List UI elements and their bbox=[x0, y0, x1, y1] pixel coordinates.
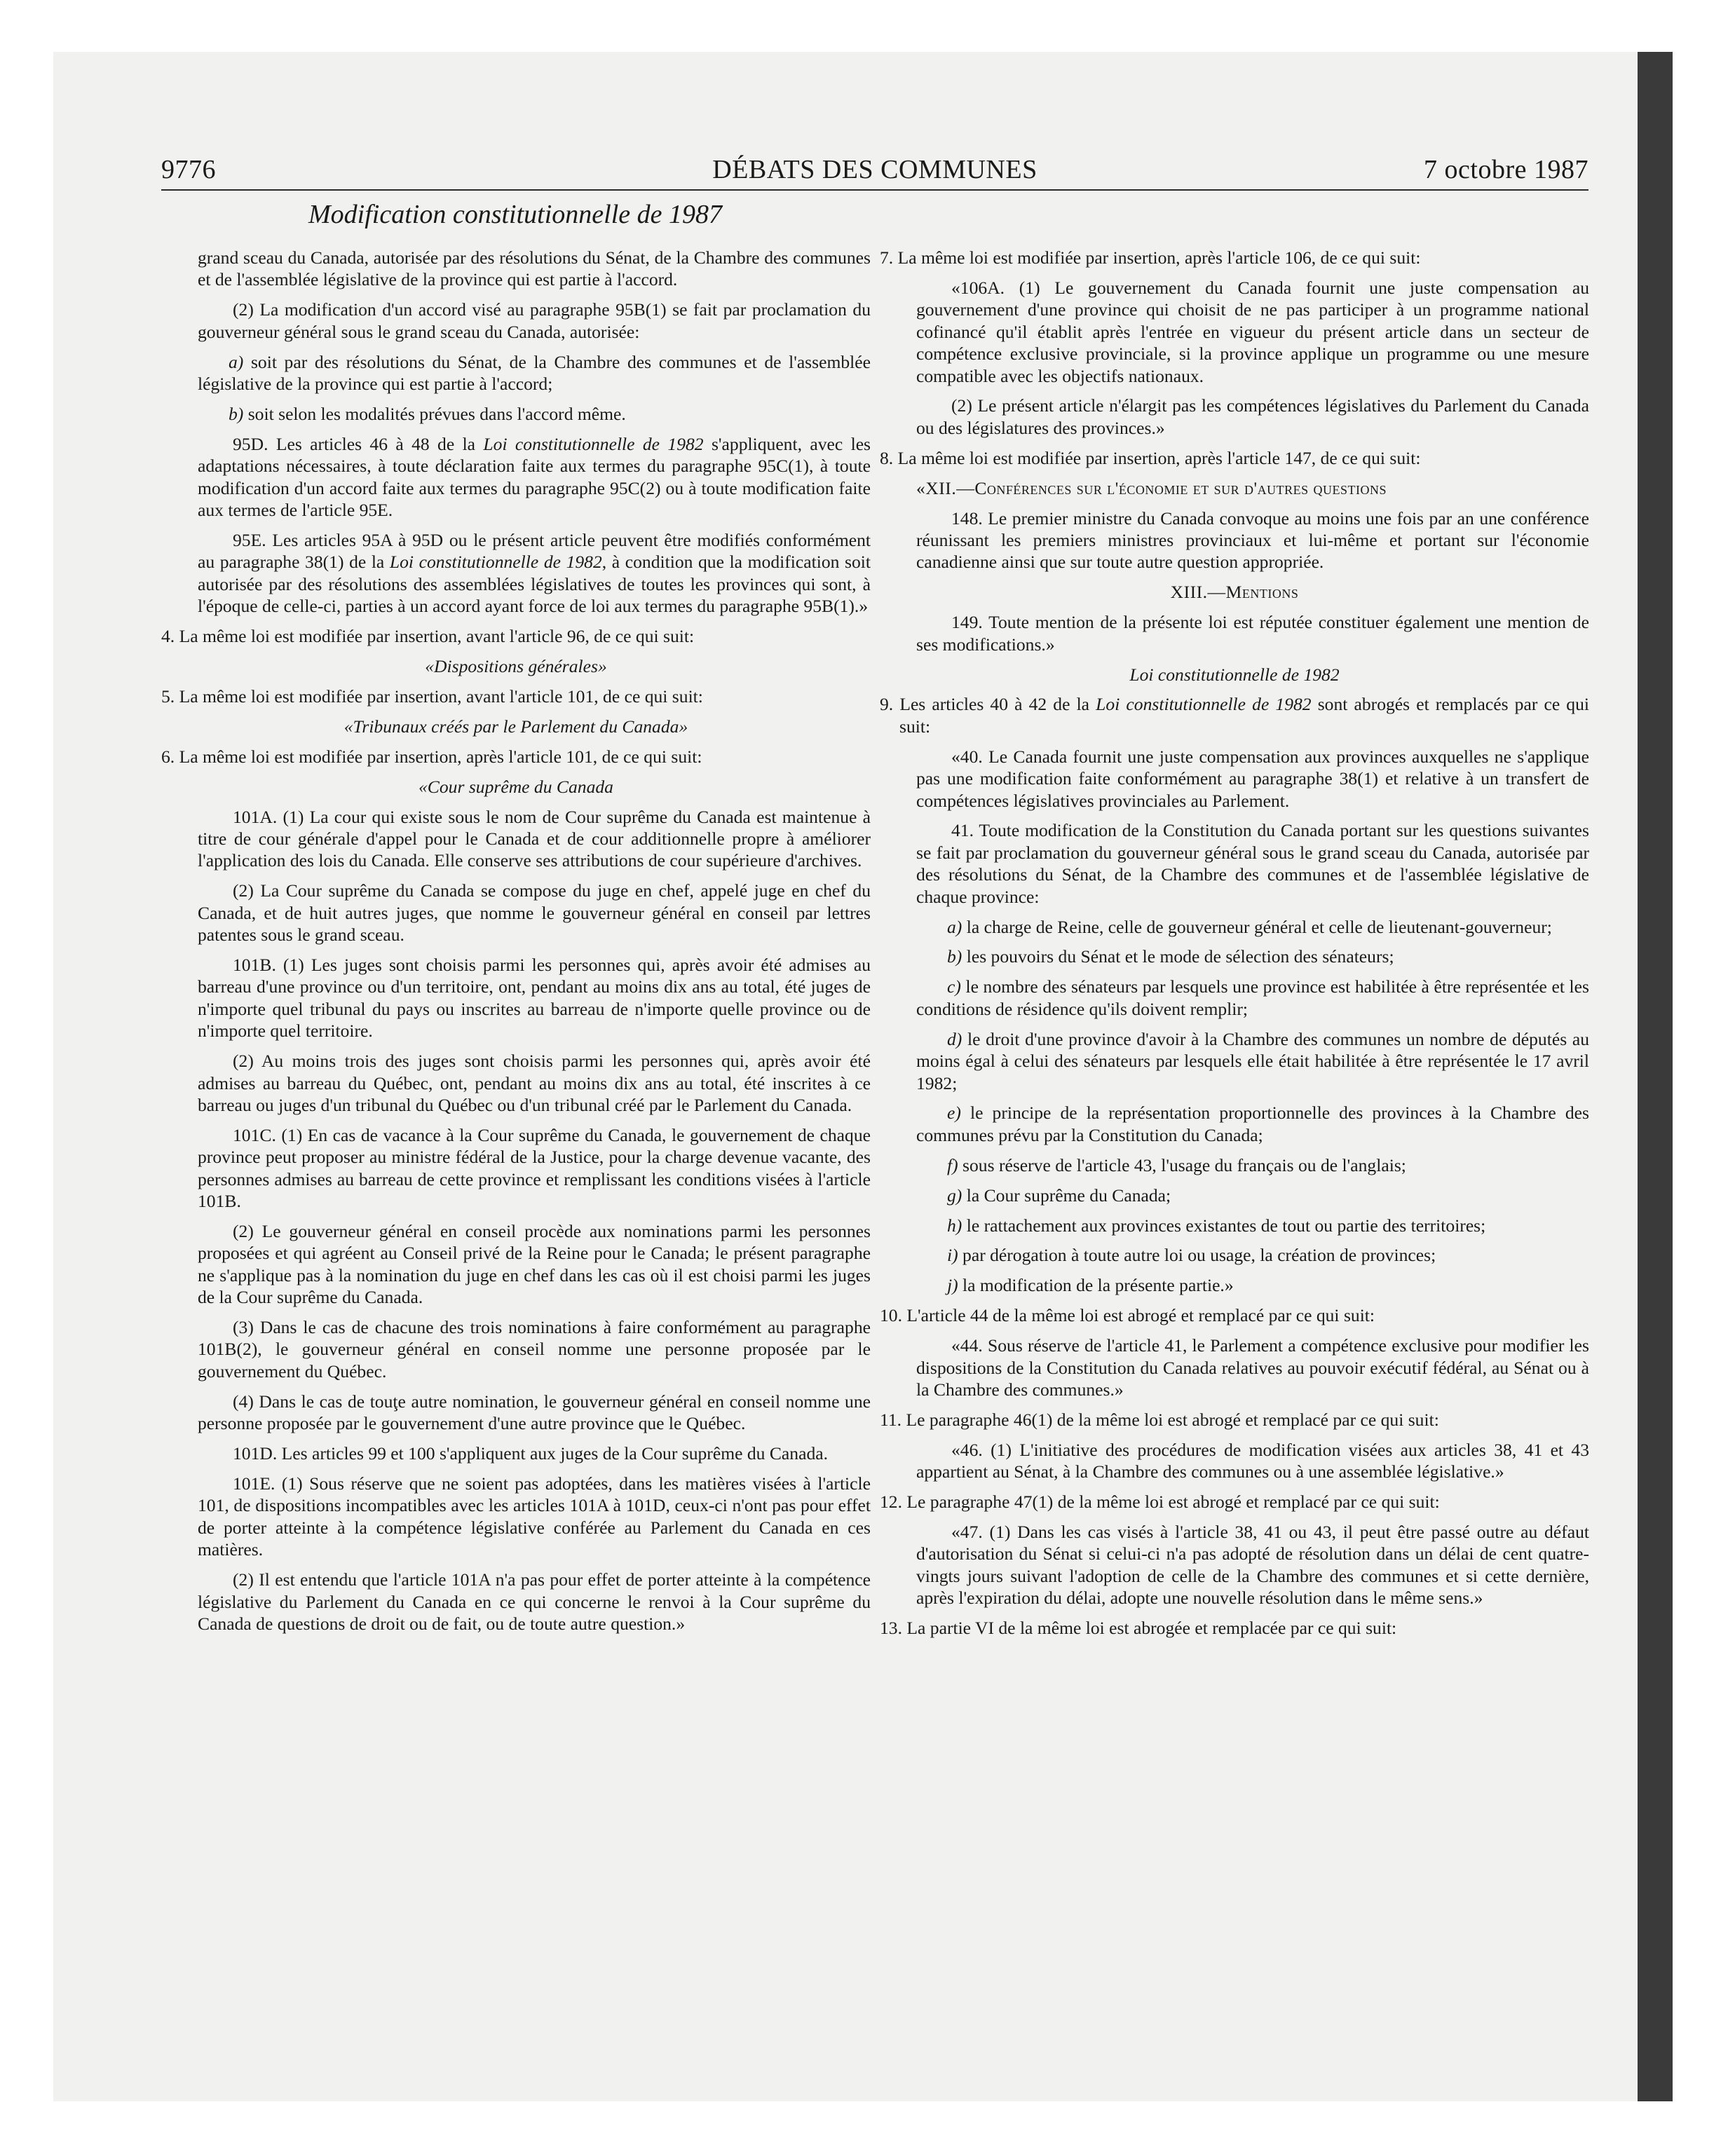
paragraph: grand sceau du Canada, autorisée par des résolutions du Sénat, de la Chambre des communes et de l'assemblée législative de la province qui est partie à l'accord. bbox=[198, 247, 871, 290]
item-mark: b) bbox=[947, 946, 962, 967]
italic-title: Loi constitutionnelle de 1982 bbox=[389, 552, 602, 573]
section-paragraph: 11. Le paragraphe 46(1) de la même loi est abrogé et remplacé par ce qui suit: bbox=[880, 1409, 1439, 1430]
paragraph bbox=[161, 529, 871, 618]
list-item bbox=[880, 1244, 1589, 1266]
paragraph: 101E. (1) Sous réserve que ne soient pas adoptées, dans les matières visées à l'article 101, de dispositions incompatibles avec les articles 101A à 101D, ceux-ci n'ont pas pour effet de porter atteinte à la compétence législative conférée au Parlement du Canada en ces matières. bbox=[198, 1473, 871, 1560]
item-text: la modification de la présente partie.» bbox=[958, 1275, 1234, 1296]
paragraph: 148. Le premier ministre du Canada convoque au moins une fois par an une conférence réunissant les premiers ministres provinciaux et lui-même et portant sur l'économie canadienne ainsi que sur toute autre question appropriée. bbox=[916, 507, 1589, 573]
page-number: 9776 bbox=[161, 155, 216, 184]
paragraph: «47. (1) Dans les cas visés à l'article 38, 41 ou 43, il peut être passé outre au défaut d'autorisation du Sénat si celui-ci n'a pas adopté de résolution dans un délai de cent quatre-vingts jours suivant l'adoption de celle de la Chambre des communes et si cette dernière, après l'expiration du délai, adopte une nouvelle résolution dans le même sens.» bbox=[916, 1522, 1589, 1609]
item-mark: c) bbox=[947, 976, 961, 997]
section-paragraph: 12. Le paragraphe 47(1) de la même loi est abrogé et remplacé par ce qui suit: bbox=[880, 1492, 1440, 1513]
list-item bbox=[880, 1185, 1589, 1206]
item-text: par dérogation à toute autre loi ou usage, la création de provinces; bbox=[958, 1245, 1436, 1266]
list-item bbox=[161, 351, 871, 395]
section-paragraph: 8. La même loi est modifiée par insertion, après l'article 147, de ce qui suit: bbox=[880, 447, 1421, 468]
text-run: 95E. Les articles 95A à 95D ou le présent article peuvent être modifiés conformément au paragraphe 38(1) de la bbox=[198, 529, 871, 573]
item-mark: a) bbox=[229, 351, 244, 372]
publication-date: 7 octobre 1987 bbox=[1424, 155, 1588, 184]
paragraph: (4) Dans le cas de touţe autre nomination, le gouverneur général en conseil nomme une personne proposée par le gouvernement d'une autre province que le Québec. bbox=[198, 1391, 871, 1434]
italic-title: Loi constitutionnelle de 1982 bbox=[1096, 694, 1312, 715]
paragraph: (2) Le gouverneur général en conseil procède aux nominations parmi les personnes proposées et qui agréent au Conseil privé de la Reine pour le Canada; le présent paragraphe ne s'applique pas à la nomination du juge en chef dans les cas où il est choisi parmi les juges de la Cour suprême du Canada. bbox=[198, 1220, 871, 1308]
heading: «XII.—Conférences sur l'économie et sur d'autres questions bbox=[916, 477, 1387, 498]
paragraph: 149. Toute mention de la présente loi est réputée constituer également une mention de ses modifications.» bbox=[916, 612, 1589, 655]
paragraph: 101D. Les articles 99 et 100 s'appliquent aux juges de la Cour suprême du Canada. bbox=[233, 1443, 828, 1464]
item-mark: h) bbox=[947, 1215, 962, 1236]
text-run: sont abrogés et remplacés par ce qui suit: bbox=[899, 694, 1590, 737]
item-text: les pouvoirs du Sénat et le mode de sélection des sénateurs; bbox=[962, 946, 1394, 967]
section-paragraph bbox=[880, 693, 1589, 737]
heading: «Tribunaux créés par le Parlement du Canada» bbox=[343, 716, 688, 737]
paragraph: (3) Dans le cas de chacune des trois nominations à faire conformément au paragraphe 101B(2), le gouverneur général en conseil nomme une personne proposée par le gouvernement du Québec. bbox=[198, 1317, 871, 1381]
right-column bbox=[880, 247, 1589, 1647]
section-paragraph: 4. La même loi est modifiée par insertion, avant l'article 96, de ce qui suit: bbox=[161, 626, 695, 647]
item-mark: f) bbox=[947, 1154, 958, 1175]
heading: «Dispositions générales» bbox=[425, 656, 607, 676]
section-paragraph: 10. L'article 44 de la même loi est abrogé et remplacé par ce qui suit: bbox=[880, 1305, 1375, 1326]
italic-title: Loi constitutionnelle de 1982 bbox=[483, 433, 704, 454]
item-mark: i) bbox=[947, 1245, 958, 1266]
paragraph: (2) Il est entendu que l'article 101A n'a pas pour effet de porter atteinte à la compétence législative du Parlement du Canada en ce qui concerne le renvoi à la Cour suprême du Canada de questions de droit ou de fait, ou de toute autre question.» bbox=[198, 1569, 871, 1634]
left-column bbox=[161, 247, 871, 1643]
list-item bbox=[880, 1215, 1589, 1236]
paragraph: «40. Le Canada fournit une juste compensation aux provinces auxquelles ne s'applique pas une modification faite conformément au paragraphe 38(1) et relative à un transfert de compétences législatives provinciales au Parlement. bbox=[916, 746, 1589, 811]
text-run: , à condition que la modification soit autorisée par des résolutions des assemblées législatives de toutes les provinces qui sont, à l'époque de celle-ci, parties à un accord ayant force de loi aux termes du paragraphe 95B(1).» bbox=[198, 552, 871, 617]
item-mark: b) bbox=[229, 403, 244, 424]
paragraph: 41. Toute modification de la Constitution du Canada portant sur les questions suivantes se fait par proclamation du gouverneur général sous le grand sceau du Canada, autorisée par des résolutions du Sénat, de la Chambre des communes et de l'assemblée législative de chaque province: bbox=[916, 820, 1589, 907]
heading: XIII.—Mentions bbox=[1170, 582, 1299, 603]
section-paragraph: 13. La partie VI de la même loi est abrogée et remplacée par ce qui suit: bbox=[880, 1618, 1397, 1639]
section-title: Modification constitutionnelle de 1987 bbox=[308, 200, 722, 229]
section-paragraph: 6. La même loi est modifiée par insertion, après l'article 101, de ce qui suit: bbox=[161, 746, 702, 767]
heading: Loi constitutionnelle de 1982 bbox=[1129, 664, 1340, 685]
paragraph: 101C. (1) En cas de vacance à la Cour suprême du Canada, le gouvernement de chaque province peut proposer au ministre fédéral de la Justice, pour la charge devenue vacante, des personnes admises au barreau de cette province et remplissant les conditions visées à l'article 101B. bbox=[198, 1124, 871, 1212]
item-mark: d) bbox=[947, 1028, 962, 1049]
paragraph: (2) La Cour suprême du Canada se compose du juge en chef, appelé juge en chef du Canada, et de huit autres juges, que nomme le gouverneur général en conseil par lettres patentes sous le grand sceau. bbox=[198, 880, 871, 946]
paragraph bbox=[161, 433, 871, 521]
item-text: le principe de la représentation proportionnelle des provinces à la Chambre des communes prévu par la Constitution du Canada; bbox=[916, 1103, 1589, 1145]
list-item bbox=[161, 403, 871, 425]
list-item bbox=[880, 1028, 1589, 1094]
item-text: la charge de Reine, celle de gouverneur général et celle de lieutenant-gouverneur; bbox=[962, 916, 1552, 937]
item-text: la Cour suprême du Canada; bbox=[962, 1185, 1171, 1206]
list-item bbox=[880, 946, 1589, 967]
list-item bbox=[880, 1102, 1589, 1146]
paragraph: «106A. (1) Le gouvernement du Canada fournit une juste compensation au gouvernement d'une province qui choisit de ne pas participer à un programme national cofinancé qu'il établit après l'entrée en vigueur du présent article dans un secteur de compétence exclusive provinciale, si la province applique un programme ou une mesure compatible avec les objectifs nationaux. bbox=[916, 277, 1589, 386]
paragraph: 101B. (1) Les juges sont choisis parmi les personnes qui, après avoir été admises au barreau d'une province ou d'un territoire, ont, pendant au moins dix ans au total, été juges de n'importe quel tribunal du pays ou inscrites au barreau de n'importe quelle province ou de n'importe quel territoire. bbox=[198, 954, 871, 1042]
paragraph: 101A. (1) La cour qui existe sous le nom de Cour suprême du Canada est maintenue à titre de cour générale d'appel pour le Canada et de cour additionnelle propre à améliorer l'application des lois du Canada. Elle conserve ses attributions de cour supérieure d'archives. bbox=[198, 806, 871, 871]
section-paragraph: 5. La même loi est modifiée par insertion, avant l'article 101, de ce qui suit: bbox=[161, 685, 703, 707]
list-item bbox=[880, 976, 1589, 1020]
item-text: soit selon les modalités prévues dans l'accord même. bbox=[243, 403, 626, 424]
list-item bbox=[880, 1154, 1589, 1176]
paragraph: (2) Au moins trois des juges sont choisis parmi les personnes qui, après avoir été admises au barreau du Québec, ont, pendant au moins dix ans au total, été inscrites à ce barreau ou juges d'un tribunal du Québec ou d'un tribunal créé par le Parlement du Canada. bbox=[198, 1051, 871, 1115]
item-text: le droit d'une province d'avoir à la Chambre des communes un nombre de députés au moins égal à celui des sénateurs par lesquels elle était habilitée à être représentée le 17 avril 1982; bbox=[916, 1028, 1589, 1093]
heading: «Cour suprême du Canada bbox=[419, 776, 613, 797]
paragraph: (2) Le présent article n'élargit pas les compétences législatives du Parlement du Canada ou des législatures des provinces.» bbox=[916, 395, 1589, 438]
publication-title: DÉBATS DES COMMUNES bbox=[712, 155, 1037, 184]
item-mark: j) bbox=[947, 1275, 958, 1296]
item-mark: a) bbox=[947, 916, 962, 937]
item-text: soit par des résolutions du Sénat, de la Chambre des communes et de l'assemblée législative de la province qui est partie à l'accord; bbox=[198, 351, 871, 395]
page-header bbox=[161, 147, 1588, 191]
list-item bbox=[880, 916, 1589, 938]
item-text: le rattachement aux provinces existantes de tout ou partie des territoires; bbox=[962, 1215, 1486, 1236]
paragraph: (2) La modification d'un accord visé au paragraphe 95B(1) se fait par proclamation du gouverneur général sous le grand sceau du Canada, autorisée: bbox=[198, 299, 871, 342]
section-paragraph: 7. La même loi est modifiée par insertion, après l'article 106, de ce qui suit: bbox=[880, 247, 1421, 268]
item-mark: g) bbox=[947, 1185, 962, 1206]
text-run: s'appliquent, avec les adaptations nécessaires, à toute déclaration faite aux termes du paragraphe 95C(1), à toute modification d'un accord faite aux termes du paragraphe 95C(2) ou à toute modification faite aux termes de l'article 95E. bbox=[198, 433, 871, 521]
paragraph: «46. (1) L'initiative des procédures de modification visées aux articles 38, 41 et 43 appartient au Sénat, à la Chambre des communes ou à une assemblée législative.» bbox=[916, 1439, 1589, 1482]
list-item bbox=[880, 1274, 1589, 1296]
enumerated-list bbox=[880, 916, 1589, 1297]
paragraph: «44. Sous réserve de l'article 41, le Parlement a compétence exclusive pour modifier les dispositions de la Constitution du Canada relatives au pouvoir exécutif fédéral, au Sénat ou à la Chambre des communes.» bbox=[916, 1335, 1589, 1400]
item-text: sous réserve de l'article 43, l'usage du français ou de l'anglais; bbox=[958, 1154, 1406, 1175]
item-mark: e) bbox=[947, 1103, 961, 1124]
scan-edge-shadow bbox=[1638, 52, 1673, 2101]
item-text: le nombre des sénateurs par lesquels une province est habilitée à être représentée et les conditions de résidence qu'ils doivent remplir; bbox=[916, 976, 1589, 1019]
text-run: 9. Les articles 40 à 42 de la bbox=[880, 694, 1096, 715]
text-run: 95D. Les articles 46 à 48 de la bbox=[233, 433, 484, 454]
